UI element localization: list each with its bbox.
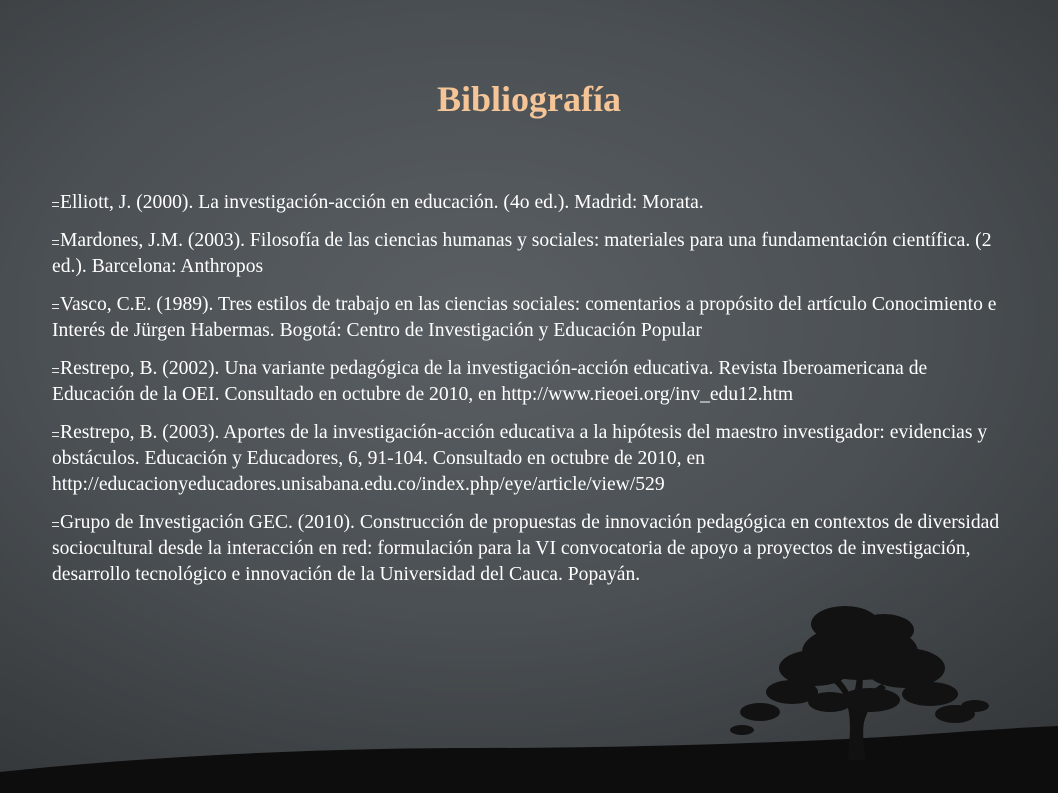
bibliography-text: Mardones, J.M. (2003). Filosofía de las ciencias humanas y sociales: materiales para una fundamentación científica. (2 ed.). Barcelona: Anthropos [52,230,992,277]
bibliography-item [52,510,1012,588]
bibliography-text: Restrepo, B. (2003). Aportes de la investigación-acción educativa a la hipótesis del maestro investigador: evidencias y obstáculos. Educación y Educadores, 6, 91-104. Consultado en octubre de 2010, en http://educacionyeducadores.unisabana.edu.co/index.php/eye/article/view/529 [52,422,988,495]
bullet-icon [52,520,59,529]
bullet-icon [52,366,59,375]
slide-title: Bibliografía [436,79,621,119]
bibliography-item [52,228,1012,280]
bibliography-item [52,190,1012,216]
bullet-icon [52,238,59,247]
bibliography-text: Vasco, C.E. (1989). Tres estilos de trabajo en las ciencias sociales: comentarios a propósito del artículo Conocimiento e Interés de Jürgen Habermas. Bogotá: Centro de Investigación y Educación Popular [52,294,997,341]
bullet-icon [52,302,59,311]
bibliography-list [52,190,1012,600]
bibliography-item [52,292,1012,344]
bibliography-text: Grupo de Investigación GEC. (2010). Construcción de propuestas de innovación pedagógica en contextos de diversidad sociocultural desde la interacción en red: formulación para la VI convocatoria de apoyo a proyectos de investigación, desarrollo tecnológico e innovación de la Universidad del Cauca. Popayán. [52,512,1000,585]
bibliography-item [52,356,1012,408]
bibliography-text: Restrepo, B. (2002). Una variante pedagógica de la investigación-acción educativa. Revista Iberoamericana de Educación de la OEI. Consultado en octubre de 2010, en http://www.rieoei.org/inv_edu12.htm [52,358,928,405]
bibliography-text: Elliott, J. (2000). La investigación-acción en educación. (4o ed.). Madrid: Morata. [60,192,704,213]
bibliography-item [52,420,1012,498]
bullet-icon [52,430,59,439]
bullet-icon [52,200,59,209]
